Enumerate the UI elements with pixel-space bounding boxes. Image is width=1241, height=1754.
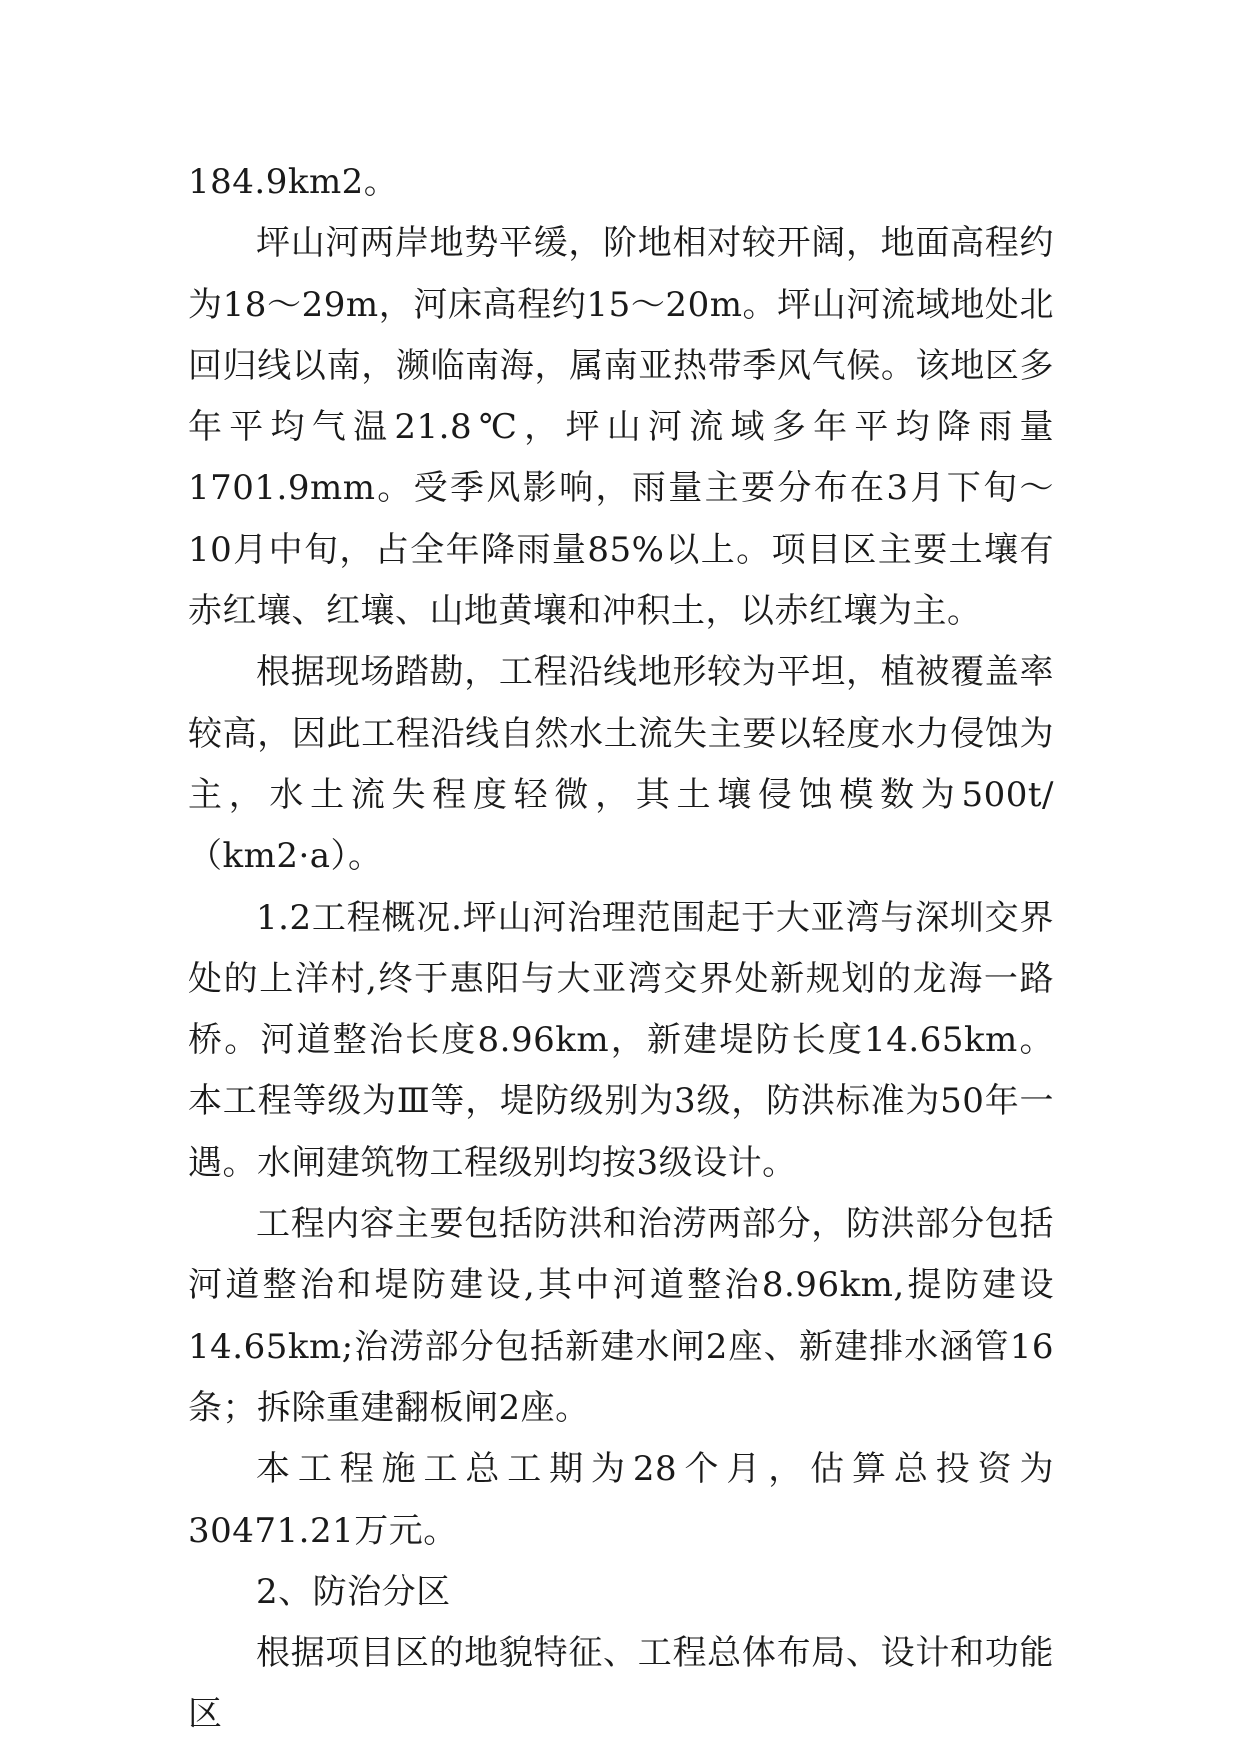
- paragraph-project-overview: 1.2工程概况.坪山河治理范围起于大亚湾与深圳交界处的上洋村,终于惠阳与大亚湾交界处新规划的龙海一路桥。河道整治长度8.96km，新建堤防长度14.65km。本工程等级为Ⅲ等，堤防级别为3级，防洪标准为50年一遇。水闸建筑物工程级别均按3级设计。: [188, 897, 1054, 1183]
- section-heading-prevention-zones: 2、防治分区: [256, 1571, 451, 1612]
- paragraph-schedule-investment: 本工程施工总工期为28个月，估算总投资为30471.21万元。: [188, 1449, 1054, 1551]
- paragraph-project-content: 工程内容主要包括防洪和治涝两部分，防洪部分包括河道整治和堤防建设,其中河道整治8.96km,提防建设14.65km;治涝部分包括新建水闸2座、新建排水涵管16条；拆除重建翻板闸2座。: [188, 1204, 1054, 1428]
- paragraph-terrain-climate: 坪山河两岸地势平缓，阶地相对较开阔，地面高程约为18～29m，河床高程约15～20m。坪山河流域地处北回归线以南，濒临南海，属南亚热带季风气候。该地区多年平均气温21.8℃，坪山河流域多年平均降雨量1701.9mm。受季风影响，雨量主要分布在3月下旬～10月中旬，占全年降雨量85%以上。项目区主要土壤有赤红壤、红壤、山地黄壤和冲积土，以赤红壤为主。: [188, 223, 1054, 632]
- paragraph-area-continuation: 184.9km2。: [188, 162, 399, 202]
- document-body: [188, 152, 1054, 1746]
- paragraph-soil-erosion: 根据现场踏勘，工程沿线地形较为平坦，植被覆盖率较高，因此工程沿线自然水土流失主要以轻度水力侵蚀为主，水土流失程度轻微，其土壤侵蚀模数为500t/（km2·a）。: [188, 652, 1054, 877]
- paragraph-zoning-basis: 根据项目区的地貌特征、工程总体布局、设计和功能区: [188, 1633, 1054, 1735]
